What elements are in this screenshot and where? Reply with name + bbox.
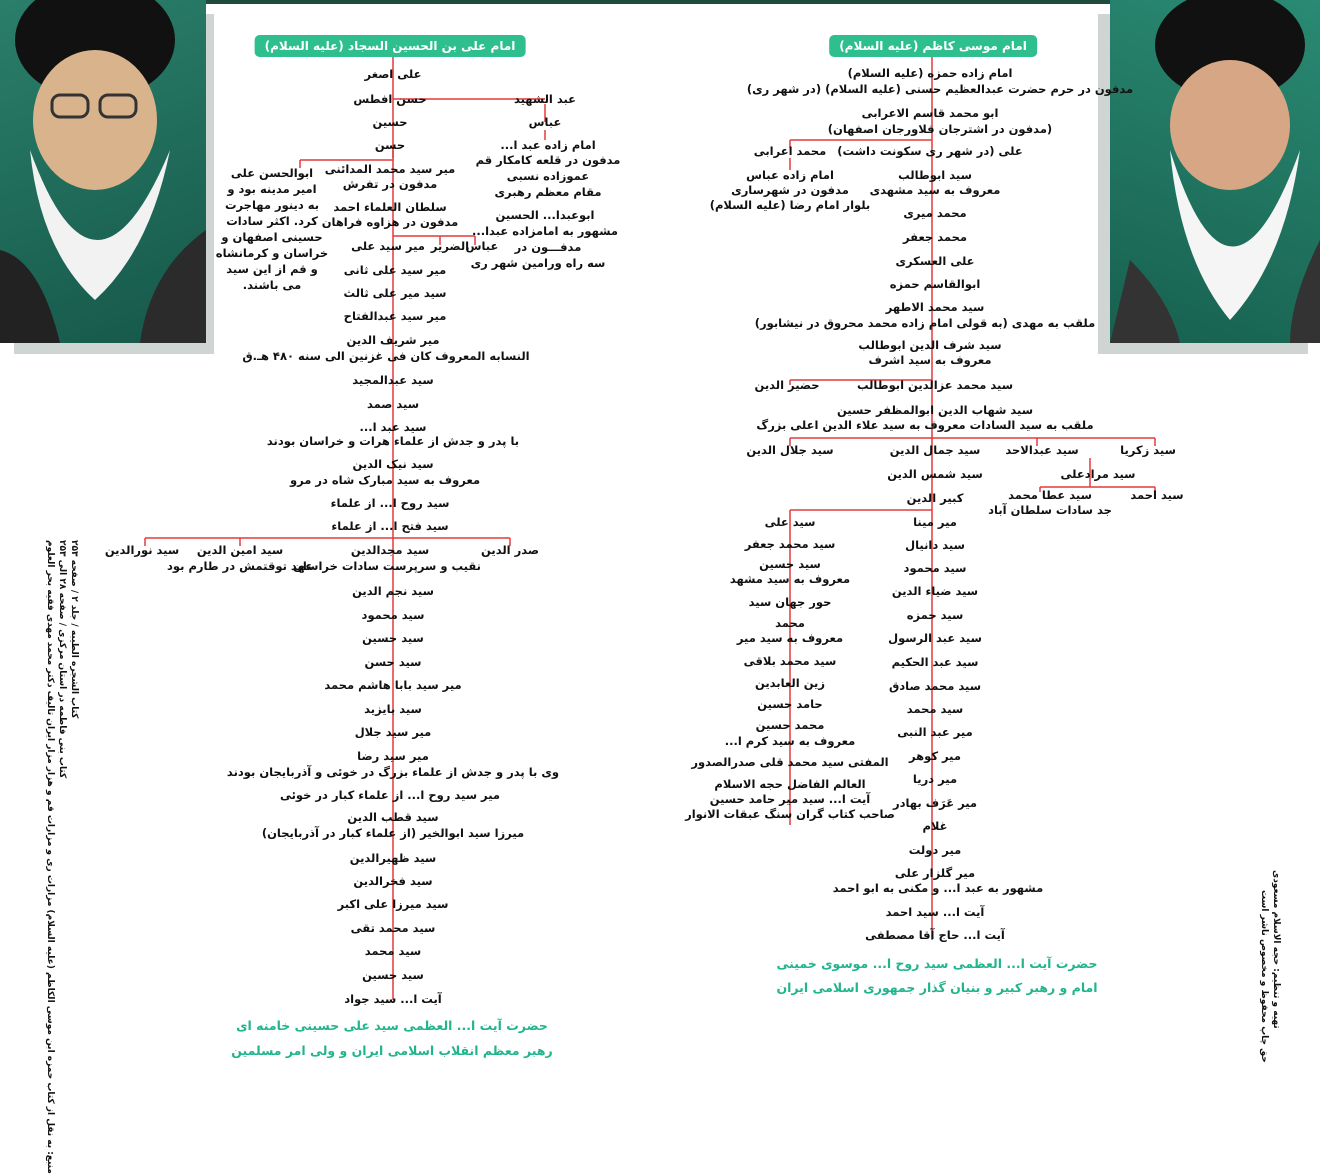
node: الضریر xyxy=(430,239,470,253)
node: سید شمس الدین xyxy=(887,467,983,481)
node: سید شرف الدین ابوطالب xyxy=(858,338,1002,352)
node: میر سید محمد المدائنی xyxy=(324,162,456,176)
node: سید میرزا علی اکبر xyxy=(337,897,449,911)
node: سید بایزید xyxy=(364,702,422,716)
node: آیت ا... سید جواد xyxy=(344,992,442,1006)
node: سید شهاب الدین ابوالمظفر حسین xyxy=(836,403,1034,417)
node: آیت ا... سید میر حامد حسین xyxy=(709,792,871,806)
node: سید محمود xyxy=(903,561,967,575)
credit-note-1: تهیه و تنظیم: حجه الاسلام مسعودی xyxy=(1271,870,1281,1029)
node-note: ملقب به مهدی (به قولی امام زاده محمد محروق در نیشابور) xyxy=(754,316,1096,330)
node: سید عبدالمجید xyxy=(352,373,434,387)
node: میر سید علی ثانی xyxy=(343,263,447,277)
node-note: مقام معظم رهبری xyxy=(494,185,602,199)
node: محمد حسین xyxy=(755,718,825,732)
node: غلام xyxy=(922,819,948,833)
node-note: مدفون در هزاوه فراهان xyxy=(321,215,459,229)
node: سید ابوطالب xyxy=(898,168,972,182)
node: سید فخرالدین xyxy=(353,874,433,888)
node: علی (در شهر ری سکونت داشت) xyxy=(837,144,1023,158)
node: سید محمد الاطهر xyxy=(885,300,985,314)
node-note: و قم از این سید xyxy=(226,262,318,276)
node: سید زکریا xyxy=(1120,443,1176,457)
node: سید جلال الدین xyxy=(746,443,834,457)
node: محمد جعفر xyxy=(903,230,967,244)
node: محمد xyxy=(775,616,805,630)
node: میر عَرَف بهادر xyxy=(892,796,978,810)
node: سلطان العلماء احمد xyxy=(333,200,447,214)
node-note: معروف به سید کرم ا... xyxy=(724,734,856,748)
node-note: (مدفون در اشترجان فلاورجان اصفهان) xyxy=(827,122,1053,136)
node: آیت ا... حاج آقا مصطفی xyxy=(865,928,1005,942)
node: آیت ا... سید احمد xyxy=(885,905,985,919)
node: سید امین الدین xyxy=(196,543,284,557)
node: سید قطب الدین xyxy=(347,810,439,824)
node: سید محمد جعفر xyxy=(744,537,836,551)
node: ابوالحسن علی xyxy=(230,166,314,180)
node: میر سید بابا هاشم محمد xyxy=(324,678,462,692)
node: سید عبد ا... xyxy=(359,420,427,434)
node-note: حسینی اصفهان و xyxy=(221,230,323,244)
node: میر شریف الدین xyxy=(346,333,440,347)
source-note-1: منبع: به نقل از کتاب حمزه ابن موسی الکاظم (علیه السلام) مزارات ری و مزارات قم و هزار مزار ایران تالیف دکتر محمد مهدی فقیه بحر العلوم xyxy=(45,540,55,1174)
node-note: با پدر و جدش از علماء هرات و خراسان بودند xyxy=(266,434,520,448)
node: حسن افطس xyxy=(353,92,427,106)
node: صدر الدین xyxy=(481,543,539,557)
node-note: مدفون در قلعه کامکار قم xyxy=(475,153,621,167)
node-note: مدفـــون در xyxy=(514,240,582,254)
node: سید حسن xyxy=(364,655,422,669)
node: سید عطا محمد xyxy=(1008,488,1092,502)
node: عباس xyxy=(465,239,499,253)
node: حضیر الدین xyxy=(754,378,820,392)
node: سید صمد xyxy=(366,397,420,411)
node: میر عبد النبی xyxy=(897,725,973,739)
node: میر سید روح ا... از علماء کبار در خوئی xyxy=(279,788,501,802)
node: ابوالقاسم حمزه xyxy=(889,277,981,291)
node-note: مدفون در تفرش xyxy=(342,177,438,191)
node: سید روح ا... از علماء xyxy=(330,496,450,510)
node: سید احمد xyxy=(1130,488,1184,502)
right-tree-header: امام موسی کاظم (علیه السلام) xyxy=(829,35,1037,57)
node: حور جهان سید xyxy=(748,595,832,609)
node: سید دانیال xyxy=(905,538,965,552)
node: میر دریا xyxy=(912,772,958,786)
node: سید مرادعلی xyxy=(1060,467,1136,481)
node-note: کرد. اکثر سادات xyxy=(226,214,318,228)
source-note-2: کتاب بنی فاطمه در استان مرکزی / صفحه ۲۸ الی ۲۵۳ xyxy=(57,540,67,779)
node-note: میرزا سید ابوالخیر (از علماء کبار در آذربایجان) xyxy=(261,826,525,840)
credit-note-2: حق چاپ محفوظ و مخصوص ناشر است xyxy=(1259,890,1269,1063)
node: زین العابدین xyxy=(755,676,825,690)
node: المفتی سید محمد قلی صدرالصدور xyxy=(691,755,889,769)
node-note: مشهور به امامزاده عبدا... xyxy=(471,224,619,238)
left-tree-footer-title: رهبر معظم انقلاب اسلامی ایران و ولی امر مسلمین xyxy=(231,1043,553,1058)
node: ابوعبدا... الحسین xyxy=(495,208,595,222)
node-note: عهد توقتمش در طارم بود xyxy=(167,559,313,573)
node: عباس xyxy=(528,115,562,129)
node-note: صاحب کتاب گران سنگ عبقات الانوار xyxy=(685,807,895,821)
node-note: بلوار امام رضا (علیه السلام) xyxy=(709,198,871,212)
node: میر سید عبدالفتاح xyxy=(343,309,447,323)
node: سید فتح ا... از علماء xyxy=(331,519,449,533)
node: محمد اعرابی xyxy=(753,144,827,158)
node: سید حسین xyxy=(759,557,821,571)
node: علی اصغر xyxy=(364,67,422,81)
node: سید نورالدین xyxy=(104,543,180,557)
node-note: عموزاده نسبی xyxy=(506,169,590,183)
node: سید محمود xyxy=(361,608,425,622)
node-note: خراسان و کرمانشاه xyxy=(215,246,329,260)
node: میر گلزار علی xyxy=(894,866,976,880)
node-note: سه راه ورامین شهر ری xyxy=(470,256,606,270)
node: عبد الشهید xyxy=(513,92,577,106)
node: میر دولت xyxy=(908,843,962,857)
node: حسن xyxy=(374,138,406,152)
node: سید مجدالدین xyxy=(350,543,430,557)
right-tree-footer-title: امام و رهبر کبیر و بنیان گذار جمهوری اسلامی ایران xyxy=(776,980,1098,995)
node: سید محمد عزالدین ابوطالب xyxy=(856,378,1014,392)
node: کبیر الدین xyxy=(906,491,964,505)
left-tree-header: امام علی بن الحسین السجاد (علیه السلام) xyxy=(255,35,526,57)
node: سید ضیاء الدین xyxy=(891,584,979,598)
right-tree-footer-name: حضرت آیت ا... العظمی سید روح ا... موسوی خمینی xyxy=(776,956,1098,971)
node: میر سید جلال xyxy=(354,725,432,739)
node: سید نیک الدین xyxy=(352,457,434,471)
node: سید محمد صادق xyxy=(888,679,982,693)
node: سید محمد xyxy=(364,944,422,958)
node-note: النسابه المعروف کان فی غزنین الی سنه ۴۸۰ هـ.ق xyxy=(242,349,530,363)
node: سید نجم الدین xyxy=(352,584,434,598)
node-note: معروف به سید مشهد xyxy=(729,572,851,586)
source-note-3: کتاب الشجره الطیبه / جلد ۲ / صفحه ۲۵۳ xyxy=(69,540,79,719)
node-note: معروف به سید میر xyxy=(736,631,844,645)
node-note: مدفون در حرم حضرت عبدالعظیم حسنی (علیه السلام) (در شهر ری) xyxy=(746,82,1134,96)
node: سید محمد تقی xyxy=(350,921,436,935)
node: سید میر علی ثالث xyxy=(343,286,447,300)
node: محمد میری xyxy=(903,206,967,220)
node: حامد حسین xyxy=(757,697,823,711)
node-note: به دینور مهاجرت xyxy=(224,198,320,212)
node-note: معروف به سید اشرف xyxy=(868,353,992,367)
node-note: مشهور به عبد ا... و مکنی به ابو احمد xyxy=(832,881,1044,895)
node: میر کوهر xyxy=(909,749,961,763)
node: ابو محمد قاسم الاعرابی xyxy=(861,106,999,120)
node: علی العسکری xyxy=(895,254,975,268)
node-note: جد سادات سلطان آباد xyxy=(988,503,1112,517)
node: سید محمد xyxy=(906,702,964,716)
node: حسین xyxy=(372,115,408,129)
node-note: وی با پدر و جدش از علماء بزرگ در خوئی و آذربایجان بودند xyxy=(226,765,560,779)
node: سید ظهیرالدین xyxy=(349,851,437,865)
node: سید محمد بلاقی xyxy=(743,654,837,668)
node-note: مدفون در شهرساری xyxy=(731,183,849,197)
node-note: ملقب به سید السادات معروف به سید علاء الدین اعلی بزرگ xyxy=(756,418,1094,432)
node: سید حسین xyxy=(362,631,424,645)
node: میر مینا xyxy=(913,515,957,529)
node: سید عبدالاحد xyxy=(1005,443,1079,457)
node: سید حسین xyxy=(362,968,424,982)
node: سید جمال الدین xyxy=(889,443,981,457)
node-note: نقیب و سرپرست سادات خراسان xyxy=(293,559,481,573)
node: امام زاده حمزه (علیه السلام) xyxy=(847,66,1013,80)
node: میر سید علی xyxy=(351,239,425,253)
node: سید عبد الحکیم xyxy=(891,655,979,669)
node-note: معروف به سید مشهدی xyxy=(869,183,1001,197)
node: العالم الفاضل حجه الاسلام xyxy=(714,777,866,791)
node-note: معروف به سید مبارک شاه در مرو xyxy=(289,473,481,487)
node-note: امیر مدینه بود و xyxy=(227,182,317,196)
node-note: می باشند. xyxy=(242,278,302,292)
node: میر سید رضا xyxy=(357,749,429,763)
node: امام زاده عباس xyxy=(746,168,834,182)
node: سید علی xyxy=(764,515,816,529)
left-tree-footer-name: حضرت آیت ا... العظمی سید علی حسینی خامنه ای xyxy=(236,1018,548,1033)
node: سید حمزه xyxy=(906,608,964,622)
node: سید عبد الرسول xyxy=(888,631,982,645)
node: امام زاده عبد ا... xyxy=(500,138,596,152)
